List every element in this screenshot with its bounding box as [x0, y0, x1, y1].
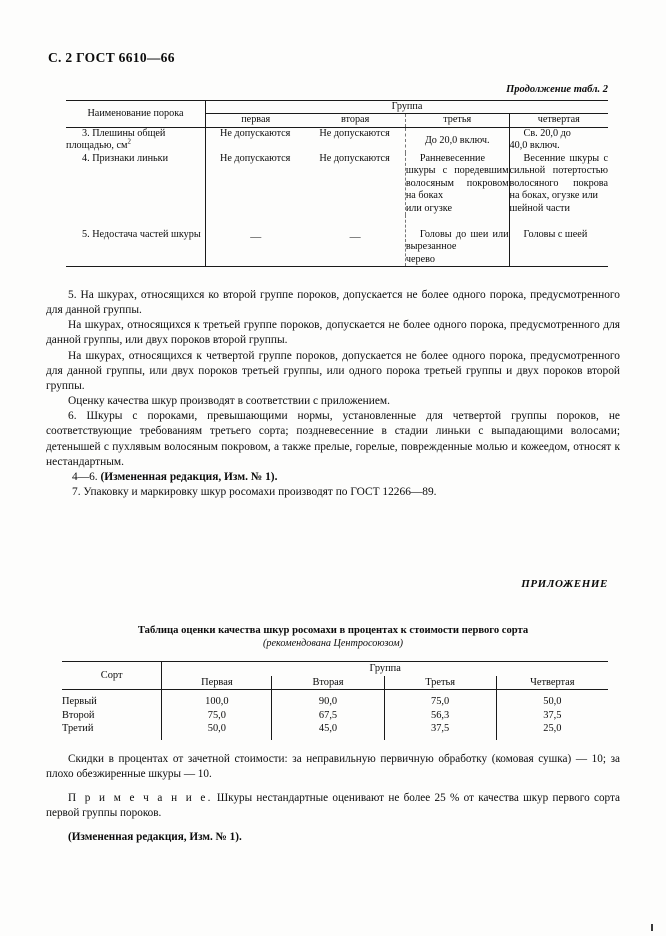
running-head: С. 2 ГОСТ 6610—66 [48, 50, 175, 65]
table-row [62, 709, 608, 723]
value-third: 37,5 [384, 722, 496, 740]
row4-third-text: Ранневесенние шкуры с поредевшим волосяным покровом на боках [405, 152, 509, 202]
revision-prefix: 4—6. [72, 470, 101, 483]
value-fourth: 25,0 [496, 722, 608, 740]
scan-artifact [651, 924, 653, 931]
row4-fourth [509, 153, 608, 215]
value-first: 100,0 [162, 690, 272, 709]
paragraph-5b: На шкурах, относящихся к третьей группе пороков, допускается не более одного порока, предусмотренного для данной группы, или двух пороков второй группы. [46, 319, 620, 347]
row4-first: Не допускаются [206, 153, 306, 215]
row3-second: Не допускаются [319, 127, 390, 139]
row5-third-last: черево [405, 253, 435, 265]
row3-fourth [509, 127, 608, 152]
footer-notes [46, 752, 620, 844]
primechanie-note [46, 791, 620, 821]
row3-label-superscript: 2 [127, 138, 131, 146]
header-group-fourth: Четвертая [496, 676, 608, 690]
primechanie-label: П р и м е ч а н и е. [68, 791, 213, 804]
row4-fourth-last: шейной части [509, 202, 570, 214]
header-defect-name: Наименование порока [66, 101, 206, 128]
row3-label-text: 3. Плешины общей площадью, см [66, 127, 166, 152]
discount-note: Скидки в процентах от зачетной стоимости: за неправильную первичную обработку (комовая сушка) — 10; за плохо обезжиренные шкуры — 10. [46, 753, 620, 780]
value-second: 90,0 [272, 690, 384, 709]
header-group-fourth: четвертая [509, 114, 608, 127]
value-fourth: 37,5 [496, 709, 608, 723]
continuation-note: Продолжение табл. 2 [506, 84, 608, 95]
table-row [62, 690, 608, 709]
row3-label [66, 127, 206, 152]
table-row [62, 722, 608, 740]
row4-third-last: или огузке [405, 202, 452, 214]
table-row [66, 215, 608, 267]
header-grade: Сорт [62, 662, 162, 690]
table-row [66, 153, 608, 215]
defects-table [66, 100, 608, 267]
quality-rating-table [62, 661, 608, 740]
header-group-span: Группа [206, 101, 609, 114]
grade-label: Первый [62, 696, 97, 708]
row5-third-text: Головы до шеи или вырезанное [405, 228, 509, 253]
value-third: 75,0 [384, 690, 496, 709]
header-group-third: третья [405, 114, 509, 127]
grade-label: Третий [62, 723, 94, 735]
value-first: 50,0 [162, 722, 272, 740]
appendix-subtitle-text: (рекомендована Центросоюзом) [262, 638, 404, 650]
row5-first-dash: — [250, 230, 262, 243]
header-group-first: Первая [162, 676, 272, 690]
row4-fourth-text: Весенние шкуры с сильной потертостью волосяного покрова на боках, огузке или [509, 152, 608, 202]
header-group-second: вторая [305, 114, 405, 127]
row3-first: Не допускаются [206, 127, 306, 152]
row4-label: 4. Признаки линьки [82, 152, 169, 164]
paragraph-5d: Оценку качества шкур производят в соответствии с приложением. [68, 395, 390, 408]
appendix-label: ПРИЛОЖЕНИЕ [521, 578, 608, 590]
table-header-row [62, 662, 608, 676]
table-row [66, 127, 608, 152]
paragraph-6: 6. Шкуры с пороками, превышающими нормы, установленные для четвертой группы пороков, не соответствующие требованиям третьего сорта; поздневесенние в стадии линьки с выпадающими волосами; детенышей с пухлявым волосяным покровом, а также прелые, горелые, поврежденные молью и кожеедом, относят к нестандартным. [46, 410, 620, 468]
header-group-span: Группа [162, 662, 608, 676]
paragraph-5c: На шкурах, относящихся к четвертой группе пороков, допускается не более одного порока, предусмотренного для данной группы, или двух пороков третьей группы, или одного порока третьей группы и двух пороков второй группы. [46, 349, 620, 392]
grade-label: Второй [62, 709, 95, 721]
row5-second-dash: — [349, 230, 361, 243]
header-group-third: Третья [384, 676, 496, 690]
row5-third [405, 215, 509, 267]
header-group-second: Вторая [272, 676, 384, 690]
row3-fourth-line2: 40,0 включ. [509, 140, 560, 152]
primechanie-text: Шкуры нестандартные оценивают не более 25 % от качества шкур первого сорта первой группы пороков. [46, 791, 620, 819]
row4-third [405, 153, 509, 215]
row5-first [206, 215, 306, 267]
revision-note: (Измененная редакция, Изм. № 1). [68, 830, 242, 843]
row5-label: 5. Недостача частей шкуры [66, 215, 206, 267]
value-first: 75,0 [162, 709, 272, 723]
revision-bold-text: (Измененная редакция, Изм. № 1). [100, 470, 278, 483]
body-text [46, 288, 620, 500]
value-fourth: 50,0 [496, 690, 608, 709]
row3-fourth-line1: Св. 20,0 до [523, 127, 571, 139]
header-group-first: первая [206, 114, 306, 127]
paragraph-5a: 5. На шкурах, относящихся ко второй группе пороков, допускается не более одного порока, предусмотренного для данной группы. [46, 289, 620, 317]
row3-third: До 20,0 включ. [405, 127, 509, 152]
row4-second: Не допускаются [319, 152, 390, 164]
paragraph-4-6-revision [46, 470, 620, 485]
appendix-table-title [46, 624, 620, 651]
value-second: 67,5 [272, 709, 384, 723]
appendix-title-text: Таблица оценки качества шкур росомахи в процентах к стоимости первого сорта [137, 625, 529, 636]
value-second: 45,0 [272, 722, 384, 740]
row5-fourth: Головы с шеей [509, 215, 608, 267]
row5-second [305, 215, 405, 267]
table-header-row [66, 101, 608, 114]
paragraph-7: 7. Упаковку и маркировку шкур росомахи производят по ГОСТ 12266—89. [72, 486, 437, 499]
value-third: 56,3 [384, 709, 496, 723]
